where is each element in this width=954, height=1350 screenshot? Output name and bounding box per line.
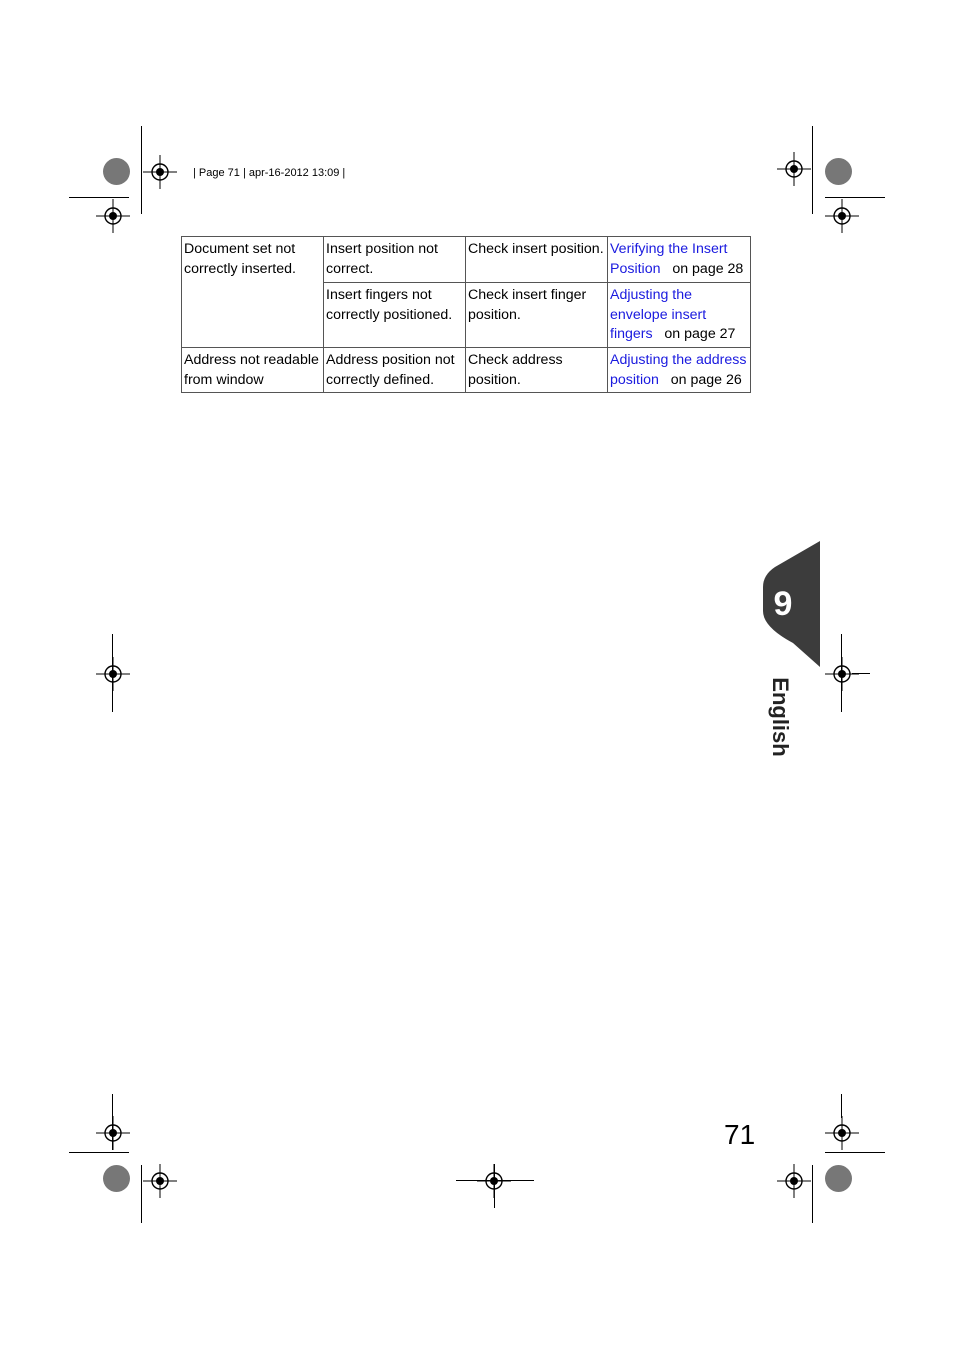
registration-dot	[825, 1165, 852, 1192]
crop-line	[141, 1165, 142, 1223]
reference-cell	[608, 237, 751, 283]
action-cell: Check insert finger position.	[466, 283, 608, 348]
registration-mark-icon	[143, 1164, 177, 1198]
crop-line	[494, 1164, 495, 1208]
registration-mark-icon	[825, 1116, 859, 1150]
crop-line	[141, 126, 142, 214]
cause-cell: Insert position not correct.	[324, 237, 466, 283]
crop-line	[69, 197, 129, 198]
print-header: | Page 71 | apr-16-2012 13:09 |	[193, 167, 346, 179]
crop-line	[112, 1094, 113, 1150]
registration-mark-icon	[825, 657, 859, 691]
action-cell: Check address position.	[466, 348, 608, 393]
registration-dot	[103, 158, 130, 185]
page-reference: on page 27	[664, 326, 736, 342]
reference-link[interactable]: Verifying the Insert Position	[610, 241, 728, 277]
problem-cell: Address not readable from window	[182, 348, 324, 393]
table-row	[182, 348, 751, 393]
crop-line	[112, 634, 113, 712]
reference-cell	[608, 348, 751, 393]
crop-line	[841, 1094, 842, 1118]
registration-mark-icon	[96, 1116, 130, 1150]
cause-cell: Address position not correctly defined.	[324, 348, 466, 393]
crop-line	[69, 1152, 129, 1153]
registration-mark-icon	[777, 152, 811, 186]
troubleshooting-table	[181, 236, 751, 393]
crop-line	[456, 1180, 534, 1181]
page-number: 71	[724, 1119, 756, 1150]
reference-link[interactable]: Adjusting the envelope insert fingers	[610, 287, 707, 342]
registration-mark-icon	[96, 657, 130, 691]
crop-line	[825, 197, 885, 198]
chapter-number: 9	[773, 585, 793, 623]
crop-line	[812, 1165, 813, 1223]
crop-line	[841, 634, 842, 712]
page-reference: on page 28	[672, 260, 744, 277]
registration-mark-icon	[143, 155, 177, 189]
registration-mark-icon	[96, 199, 130, 233]
cause-cell: Insert fingers not correctly positioned.	[324, 283, 466, 348]
crop-line	[852, 673, 870, 674]
crop-line	[812, 126, 813, 214]
registration-mark-icon	[777, 1164, 811, 1198]
table-row	[182, 237, 751, 283]
page-reference: on page 26	[670, 371, 742, 388]
reference-link[interactable]: Adjusting the address position	[610, 352, 747, 388]
registration-dot	[825, 158, 852, 185]
chapter-language-label: English	[768, 677, 793, 757]
registration-mark-icon	[825, 199, 859, 233]
registration-dot	[103, 1165, 130, 1192]
reference-cell	[608, 283, 751, 348]
action-cell: Check insert position.	[466, 237, 608, 283]
crop-line	[825, 1152, 885, 1153]
problem-cell: Document set not correctly inserted.	[182, 237, 324, 348]
